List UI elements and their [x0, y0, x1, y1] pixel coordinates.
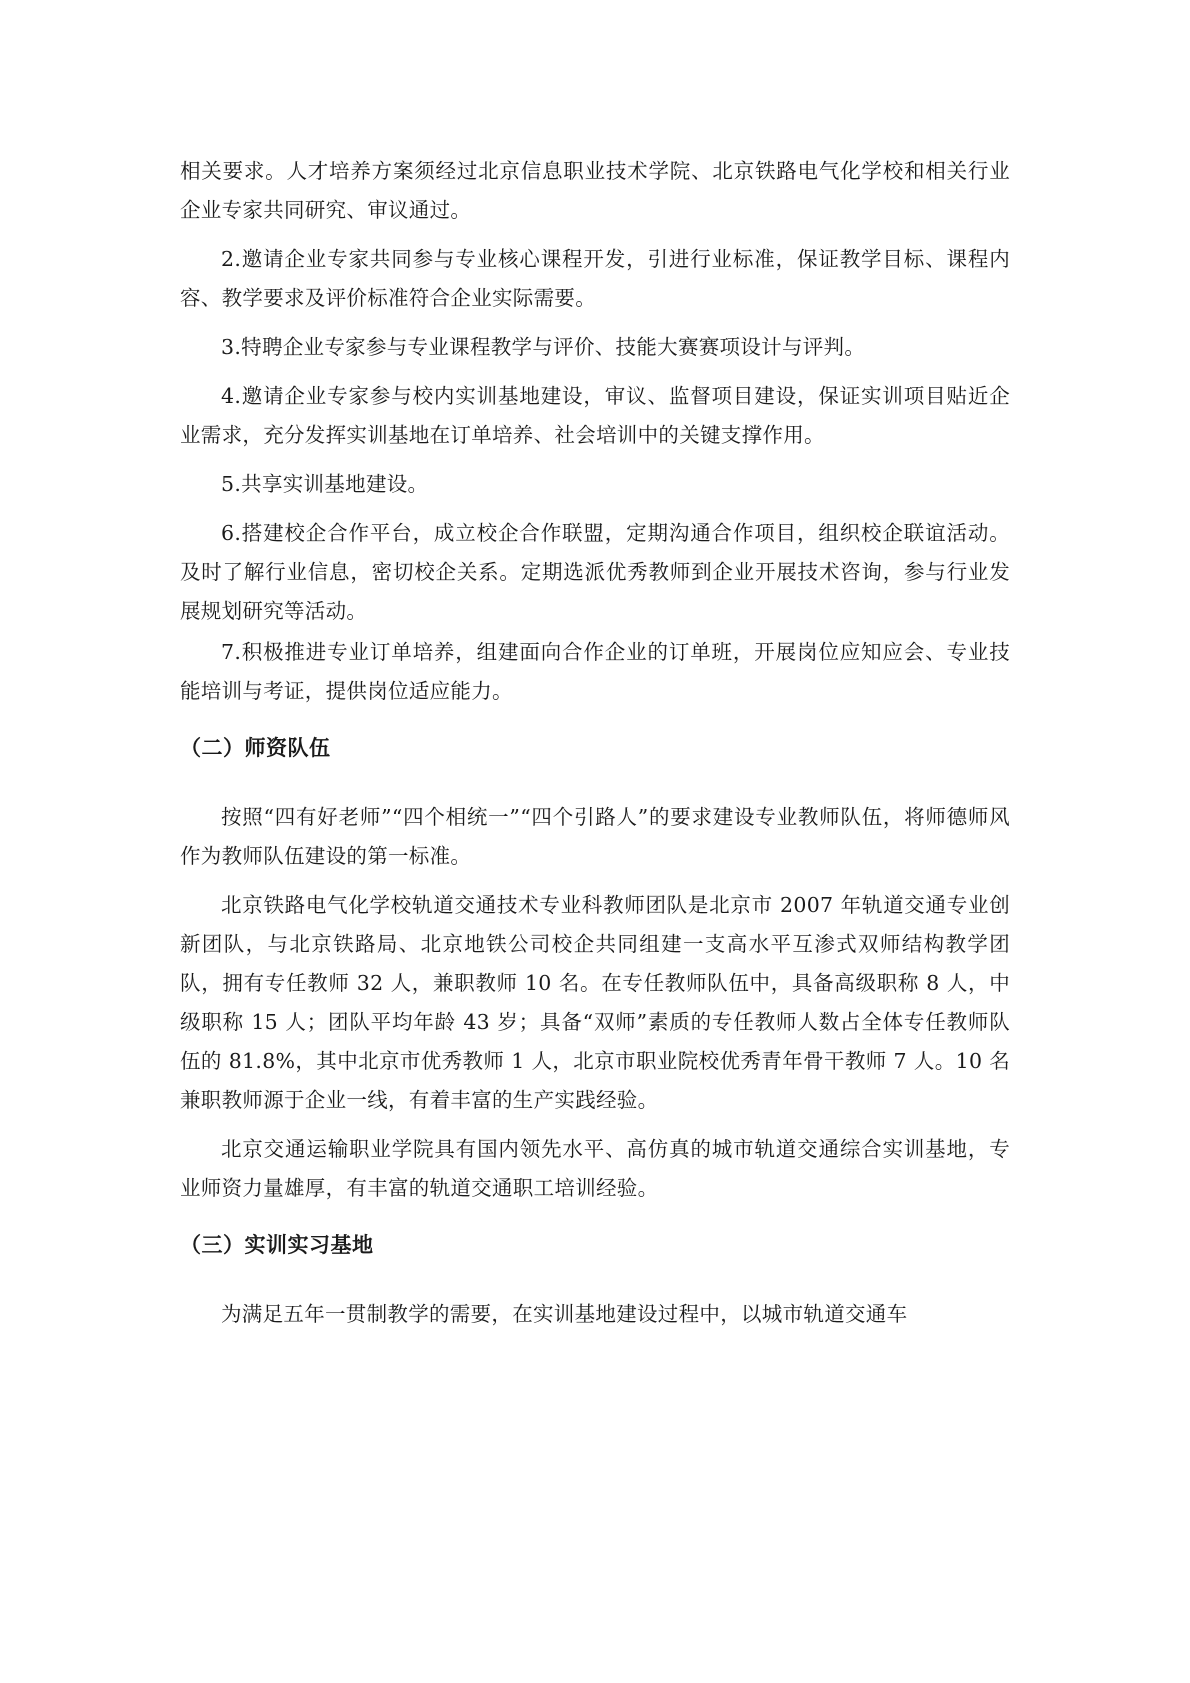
paragraph-item-7: 7.积极推进专业订单培养，组建面向合作企业的订单班，开展岗位应知应会、专业技能培训与考证，提供岗位适应能力。: [180, 640, 1010, 703]
paragraph-item-2: 2.邀请企业专家共同参与专业核心课程开发，引进行业标准，保证教学目标、课程内容、教学要求及评价标准符合企业实际需要。: [180, 247, 1010, 310]
paragraph-faculty-college: 北京交通运输职业学院具有国内领先水平、高仿真的城市轨道交通综合实训基地，专业师资力量雄厚，有丰富的轨道交通职工培训经验。: [180, 1137, 1010, 1200]
paragraph-item-6: 6.搭建校企合作平台，成立校企合作联盟，定期沟通合作项目，组织校企联谊活动。及时了解行业信息，密切校企关系。定期选派优秀教师到企业开展技术咨询，参与行业发展规划研究等活动。: [180, 521, 1010, 623]
paragraph-item-4: 4.邀请企业专家参与校内实训基地建设，审议、监督项目建设，保证实训项目贴近企业需求，充分发挥实训基地在订单培养、社会培训中的关键支撑作用。: [180, 384, 1010, 447]
paragraph-faculty-team: 北京铁路电气化学校轨道交通技术专业科教师团队是北京市 2007 年轨道交通专业创新团队，与北京铁路局、北京地铁公司校企共同组建一支高水平互渗式双师结构教学团队，拥有专任教师 32 人，兼职教师 10 名。在专任教师队伍中，具备高级职称 8 人，中级职称 15 人；团队平均年龄 43 岁；具备“双师”素质的专任教师人数占全体专任教师队伍的 81.8%，其中北京市优秀教师 1 人，北京市职业院校优秀青年骨干教师 7 人。10 名兼职教师源于企业一线，有着丰富的生产实践经验。: [180, 893, 1010, 1112]
paragraph-item-5: 5.共享实训基地建设。: [221, 472, 429, 496]
section-heading-training-base: （三）实训实习基地: [180, 1233, 374, 1257]
document-body: [180, 152, 1010, 1344]
paragraph-continuation: 相关要求。人才培养方案须经过北京信息职业技术学院、北京铁路电气化学校和相关行业企业专家共同研究、审议通过。: [180, 159, 1010, 222]
paragraph-item-3: 3.特聘企业专家参与专业课程教学与评价、技能大赛赛项设计与评判。: [221, 335, 866, 359]
section-heading-faculty: （二）师资队伍: [180, 736, 331, 760]
paragraph-faculty-standard: 按照“四有好老师”“四个相统一”“四个引路人”的要求建设专业教师队伍，将师德师风作为教师队伍建设的第一标准。: [180, 805, 1010, 868]
paragraph-training-base: 为满足五年一贯制教学的需要，在实训基地建设过程中，以城市轨道交通车: [221, 1302, 908, 1326]
